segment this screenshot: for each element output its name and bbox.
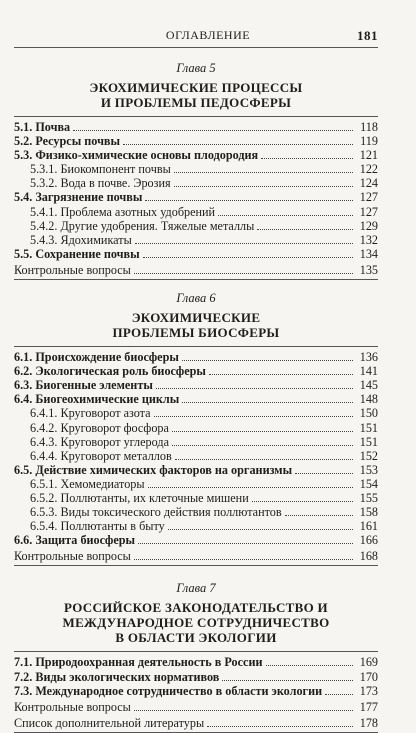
chapter-rule-bottom [14,565,378,566]
toc-leader-dots [156,378,353,389]
toc-entry-page: 151 [359,420,378,435]
toc-entry-title: 6.3. Биогенные элементы [14,378,153,393]
toc-entry-title: 6.4. Биогеохимические циклы [14,392,180,407]
toc-entry-title: 7.1. Природоохранная деятельность в России [14,655,263,670]
toc-entry [14,350,378,364]
header-rule [14,47,378,48]
toc-entry-page: 148 [359,392,378,407]
toc-entry-page: 150 [359,406,378,421]
toc-entry-title: 5.3.2. Вода в почве. Эрозия [30,176,171,191]
toc-entry-page: 134 [359,246,378,261]
toc-leader-dots [145,190,353,201]
toc-entry-title: 6.2. Экологическая роль биосферы [14,364,206,379]
toc-entry-title: 5.4.1. Проблема азотных удобрений [30,204,216,219]
toc-entry-title: 6.1. Происхождение биосферы [14,350,179,365]
toc-leader-dots [295,463,353,474]
toc-leader-dots [134,549,353,560]
header-title: ОГЛАВЛЕНИЕ [165,28,251,42]
toc-entry [14,449,378,463]
toc-leader-dots [154,406,353,417]
chapter-title [14,600,378,645]
toc-leader-dots [168,519,353,530]
toc-entry [14,134,378,148]
toc-entry [14,233,378,247]
chapter-title-line: ПРОБЛЕМЫ БИОСФЕРЫ [112,325,280,341]
toc-leader-dots [218,205,353,216]
header-page-number: 181 [357,28,378,43]
toc-leader-dots [172,421,353,432]
toc-entry-page: 166 [359,533,378,548]
page-header [0,28,416,46]
toc-entry-title: 5.4.2. Другие удобрения. Тяжелые металлы [30,218,255,233]
toc-entry [14,120,378,134]
toc-leader-dots [285,505,353,516]
toc-entry-page: 173 [359,683,378,698]
toc-leader-dots [134,263,353,274]
toc-entry-page: 135 [359,262,378,277]
toc-entry-page: 170 [359,669,378,684]
toc-entry [14,533,378,547]
toc-entry-title: 5.5. Сохранение почвы [14,246,140,261]
toc-entry-page: 122 [359,162,378,177]
toc-entry-title: 6.6. Защита биосферы [14,533,136,548]
toc-entry [14,263,378,277]
toc-entry [14,392,378,406]
toc-entry-page: 141 [359,364,378,379]
toc-leader-dots [175,449,353,460]
chapter-rule-bottom [14,279,378,280]
toc-entry [14,406,378,420]
toc-entry-page: 119 [360,134,378,149]
toc-entry-page: 152 [359,448,378,463]
toc-entry [14,549,378,563]
toc-entry-title: 6.4.4. Круговорот металлов [30,448,172,463]
toc-entry [14,670,378,684]
toc-entry-page: 118 [360,120,378,134]
toc-entry [14,505,378,519]
toc-entry-page: 178 [359,715,378,730]
toc-leader-dots [138,533,353,544]
toc-entry [14,219,378,233]
toc-entry-title: 5.3.1. Биокомпонент почвы [30,162,171,177]
toc-entry-page: 121 [359,148,378,163]
chapter-section [14,290,378,566]
chapter-rule-top [14,116,378,117]
toc-entry-page: 129 [359,218,378,233]
toc-entry [14,205,378,219]
toc-entry-title: 6.5.1. Хемомедиаторы [30,476,145,491]
toc-entry-title: 5.4.3. Ядохимикаты [30,232,132,247]
toc-leader-dots [143,247,353,258]
toc-entry [14,684,378,698]
toc-entry [14,477,378,491]
toc-leader-dots [172,435,353,446]
chapter-title-line: И ПРОБЛЕМЫ ПЕДОСФЕРЫ [100,95,292,110]
toc-leader-dots [174,162,353,173]
toc-entry-page: 177 [359,699,378,714]
toc-entry-page: 132 [359,232,378,247]
table-of-contents [14,60,378,733]
toc-entry-page: 155 [359,490,378,505]
toc-entry [14,716,378,730]
toc-entry-title: Контрольные вопросы [14,549,131,564]
toc-entry [14,491,378,505]
toc-entry [14,655,378,669]
chapter-label: Глава 7 [176,581,216,596]
toc-entry [14,247,378,261]
chapter-label: Глава 5 [176,61,216,75]
chapter-section [14,580,378,732]
toc-leader-dots [266,655,354,666]
chapter-rule-top [14,651,378,652]
toc-entry-title: Контрольные вопросы [14,262,131,277]
chapter-label: Глава 6 [176,291,216,306]
toc-leader-dots [182,392,353,403]
toc-entry-page: 124 [359,176,378,191]
chapter-title-line: В ОБЛАСТИ ЭКОЛОГИИ [115,630,277,646]
toc-leader-dots [252,491,353,502]
toc-entry-title: 5.4. Загрязнение почвы [14,190,143,205]
toc-leader-dots [148,477,353,488]
toc-leader-dots [123,134,353,145]
toc-entry-title: 5.2. Ресурсы почвы [14,134,121,149]
toc-entry [14,378,378,392]
toc-leader-dots [209,364,353,375]
toc-entry-list [14,120,378,277]
toc-entry [14,190,378,204]
toc-entry-title: 6.5.3. Виды токсического действия поллютантов [30,505,282,520]
toc-entry-title: Список дополнительной литературы [14,715,205,730]
toc-entry-title: 5.3. Физико-химические основы плодородия [14,148,259,163]
toc-entry-title: 6.5.4. Поллютанты в быту [30,519,165,534]
toc-leader-dots [325,684,353,695]
toc-leader-dots [174,176,353,187]
toc-entry [14,162,378,176]
toc-entry-page: 168 [359,549,378,564]
toc-entry-title: 6.5. Действие химических факторов на организмы [14,462,293,477]
toc-entry-list [14,350,378,563]
toc-entry [14,700,378,714]
toc-entry [14,435,378,449]
toc-entry-page: 136 [359,350,378,365]
chapter-title-line: РОССИЙСКОЕ ЗАКОНОДАТЕЛЬСТВО И [64,600,328,616]
toc-entry-page: 158 [359,505,378,520]
toc-entry [14,148,378,162]
chapter-title-line: МЕЖДУНАРОДНОЕ СОТРУДНИЧЕСТВО [62,615,330,631]
chapter-title [14,310,378,340]
toc-entry-title: 6.4.3. Круговорот углерода [30,434,169,449]
toc-leader-dots [207,716,353,727]
toc-entry-list [14,655,378,729]
toc-entry-page: 127 [359,204,378,219]
toc-leader-dots [135,233,353,244]
toc-entry [14,519,378,533]
toc-entry-title: 6.4.1. Круговорот азота [30,406,151,421]
toc-leader-dots [182,350,353,361]
toc-entry-page: 169 [359,655,378,670]
toc-entry-title: Контрольные вопросы [14,699,131,714]
toc-entry [14,421,378,435]
toc-entry-title: 7.2. Виды экологических нормативов [14,669,220,684]
chapter-title-line: ЭКОХИМИЧЕСКИЕ ПРОЦЕССЫ [89,80,303,95]
toc-entry [14,364,378,378]
chapter-rule-top [14,346,378,347]
toc-entry-page: 161 [359,519,378,534]
toc-entry-page: 127 [359,190,378,205]
toc-entry-title: 7.3. Международное сотрудничество в области экологии [14,683,323,698]
toc-entry-page: 151 [359,434,378,449]
toc-leader-dots [222,670,353,681]
chapter-title [14,80,378,110]
toc-leader-dots [261,148,353,159]
chapter-title-line: ЭКОХИМИЧЕСКИЕ [131,310,261,326]
toc-entry-page: 153 [359,462,378,477]
toc-entry [14,176,378,190]
toc-entry-page: 154 [359,476,378,491]
toc-entry-title: 6.5.2. Поллютанты, их клеточные мишени [30,490,249,505]
toc-leader-dots [134,700,353,711]
toc-leader-dots [257,219,353,230]
chapter-section [14,60,378,280]
toc-leader-dots [73,120,353,131]
toc-entry-title: 5.1. Почва [14,120,71,134]
toc-entry-title: 6.4.2. Круговорот фосфора [30,420,169,435]
toc-entry [14,463,378,477]
toc-entry-page: 145 [359,378,378,393]
